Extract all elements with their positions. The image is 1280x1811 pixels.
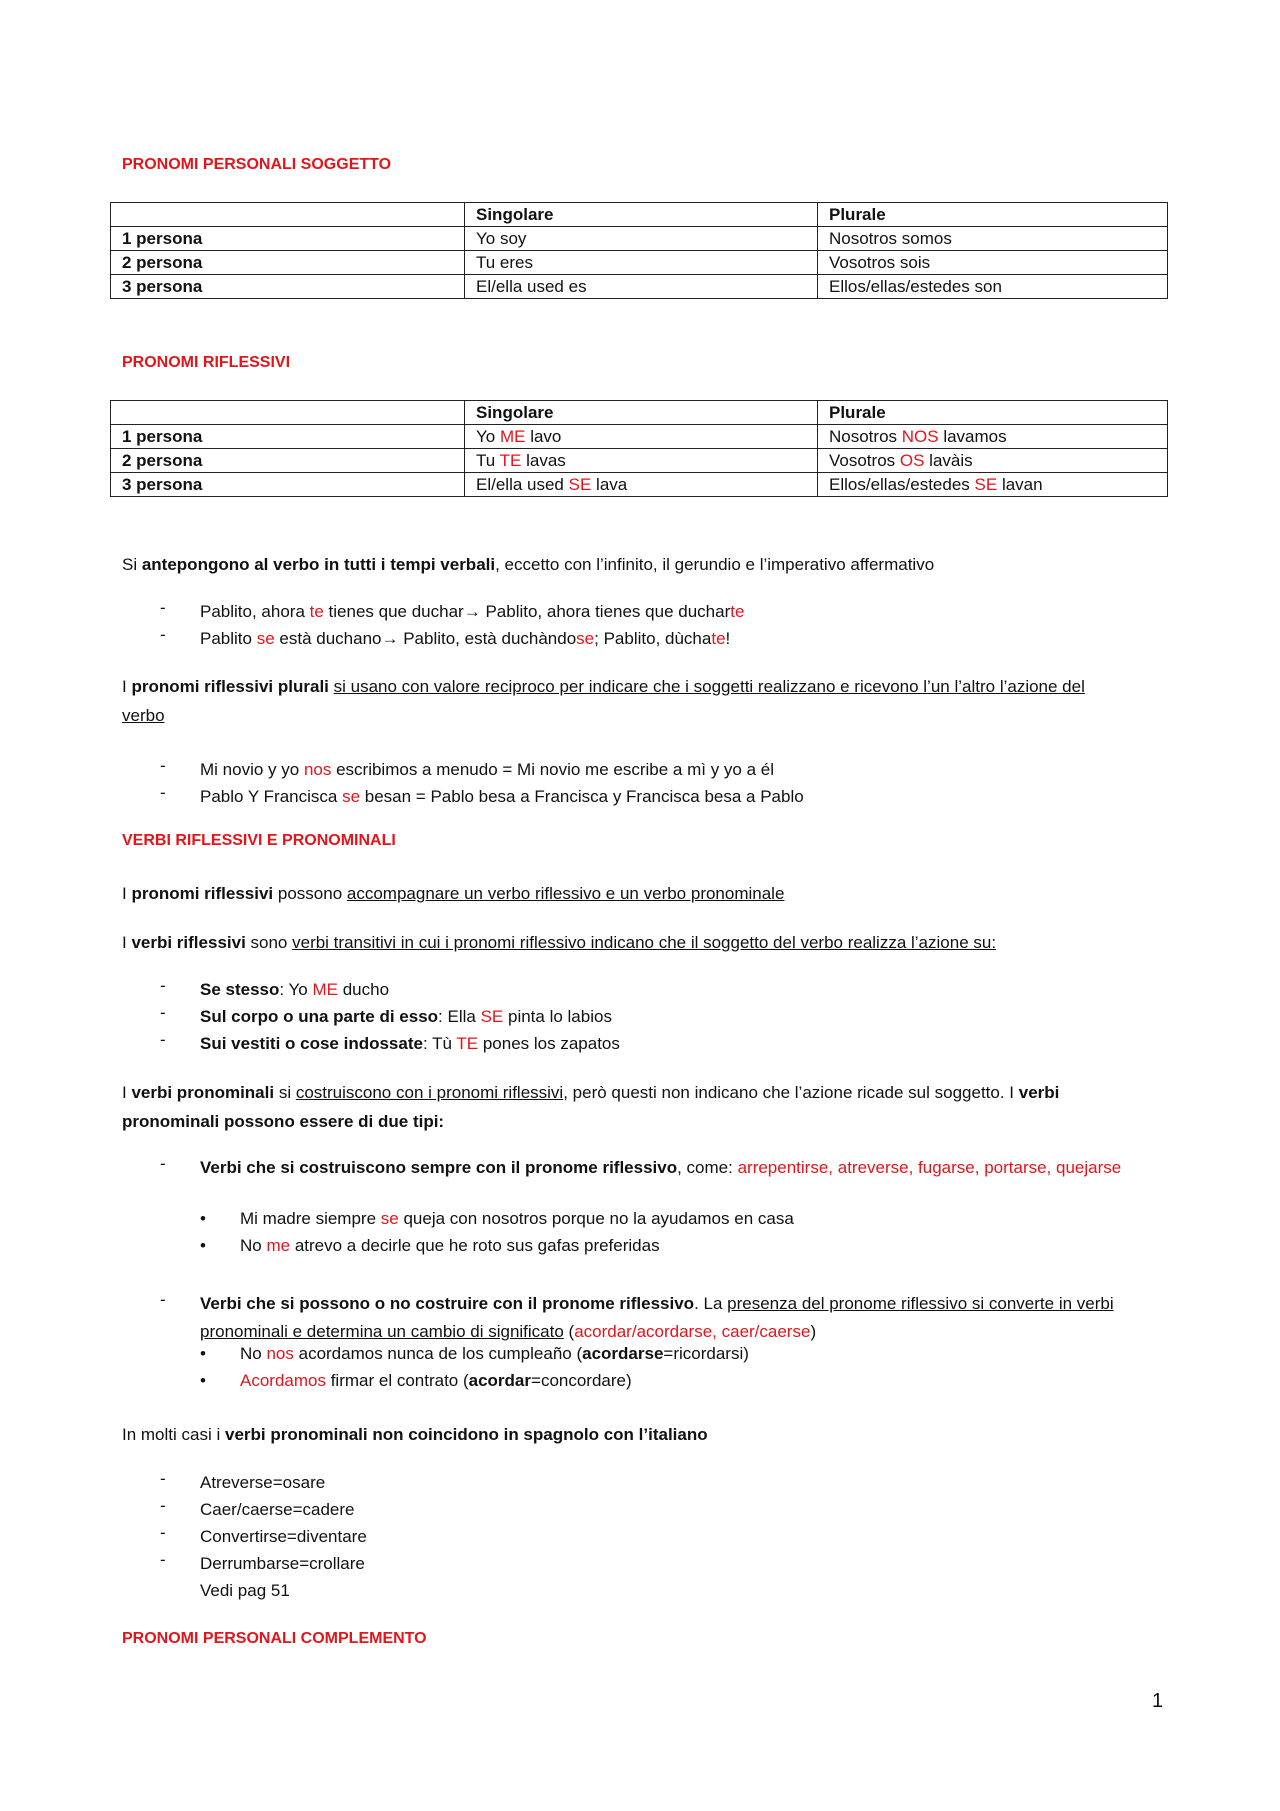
table-header-cell: Plurale xyxy=(818,401,1168,425)
list-dash: - xyxy=(160,1003,166,1022)
list-dash: - xyxy=(160,1030,166,1049)
list-item: Derrumbarse=crollare xyxy=(200,1554,365,1573)
table-cell: 2 persona xyxy=(111,449,465,473)
table-header-row xyxy=(111,203,1168,227)
table-row xyxy=(111,227,1168,251)
list-dash: - xyxy=(160,625,166,644)
section-title-verbi-riflessivi: VERBI RIFLESSIVI E PRONOMINALI xyxy=(122,832,396,849)
paragraph-verbi-pronominali: I verbi pronominali si costruiscono con i pronomi riflessivi, però questi non indicano che l’azione ricade sul soggetto. I verbi pronominali possono essere di due tipi: xyxy=(122,1083,1060,1131)
list-dash: - xyxy=(160,1469,166,1488)
table-header-cell: Singolare xyxy=(465,203,818,227)
list-dash: - xyxy=(160,783,166,802)
table-row xyxy=(111,425,1168,449)
table-cell: 3 persona xyxy=(111,275,465,299)
list-item: No nos acordamos nunca de los cumpleaño (acordarse=ricordarsi) xyxy=(240,1344,749,1363)
table-header-cell xyxy=(111,401,465,425)
list-bullet: • xyxy=(200,1236,206,1255)
section-title-pronomi-complemento: PRONOMI PERSONALI COMPLEMENTO xyxy=(122,1630,427,1647)
table-cell: Nosotros NOS lavamos xyxy=(818,425,1168,449)
list-item: Verbi che si possono o no costruire con il pronome riflessivo. La presenza del pronome riflessivo si converte in verbi pronominali e determina un cambio di significato (acordar/acordarse, caer/caerse) xyxy=(200,1294,1114,1341)
table-cell: 1 persona xyxy=(111,425,465,449)
table-cell: Vosotros sois xyxy=(818,251,1168,275)
list-bullet: • xyxy=(200,1371,206,1390)
list-item: Pablito, ahora te tienes que duchar→ Pablito, ahora tienes que ducharte xyxy=(200,602,745,621)
list-item: Mi novio y yo nos escribimos a menudo = Mi novio me escribe a mì y yo a él xyxy=(200,760,775,779)
table-header-cell: Plurale xyxy=(818,203,1168,227)
list-note: Vedi pag 51 xyxy=(200,1581,290,1600)
table-cell: Yo ME lavo xyxy=(465,425,818,449)
list-item: Verbi che si costruiscono sempre con il pronome riflessivo, come: arrepentirse, atreverse, fugarse, portarse, quejarse xyxy=(200,1158,1122,1177)
list-dash: - xyxy=(160,976,166,995)
list-bullet: • xyxy=(200,1209,206,1228)
table-row xyxy=(111,473,1168,497)
table-cell: 2 persona xyxy=(111,251,465,275)
list-item: Se stesso: Yo ME ducho xyxy=(200,980,390,999)
table-cell: 3 persona xyxy=(111,473,465,497)
list-dash: - xyxy=(160,1154,166,1173)
table-pronomi-soggetto xyxy=(110,202,1168,299)
table-cell: Yo soy xyxy=(465,227,818,251)
paragraph-non-coincidono: In molti casi i verbi pronominali non coincidono in spagnolo con l’italiano xyxy=(122,1425,708,1444)
list-dash: - xyxy=(160,1550,166,1569)
table-cell: Tu TE lavas xyxy=(465,449,818,473)
paragraph-verbi-riflessivi: I verbi riflessivi sono verbi transitivi in cui i pronomi riflessivo indicano che il soggetto del verbo realizza l’azione su: xyxy=(122,933,997,952)
list-item: Sui vestiti o cose indossate: Tù TE pones los zapatos xyxy=(200,1034,620,1053)
table-cell: Tu eres xyxy=(465,251,818,275)
list-item: Acordamos firmar el contrato (acordar=concordare) xyxy=(240,1371,632,1390)
table-cell: El/ella used es xyxy=(465,275,818,299)
table-cell: Ellos/ellas/estedes son xyxy=(818,275,1168,299)
list-item: Mi madre siempre se queja con nosotros porque no la ayudamos en casa xyxy=(240,1209,794,1228)
list-item: Pablito se està duchano→ Pablito, està duchàndose; Pablito, dùchate! xyxy=(200,629,731,648)
paragraph-anteposizione: Si antepongono al verbo in tutti i tempi verbali, eccetto con l’infinito, il gerundio e l’imperativo affermativo xyxy=(122,555,935,574)
list-bullet: • xyxy=(200,1344,206,1363)
table-cell: Ellos/ellas/estedes SE lavan xyxy=(818,473,1168,497)
list-dash: - xyxy=(160,598,166,617)
section-title-pronomi-riflessivi: PRONOMI RIFLESSIVI xyxy=(122,354,291,371)
paragraph-pronomi-riflessivi: I pronomi riflessivi possono accompagnare un verbo riflessivo e un verbo pronominale xyxy=(122,884,785,903)
list-dash: - xyxy=(160,1496,166,1515)
list-item: Convertirse=diventare xyxy=(200,1527,367,1546)
list-dash: - xyxy=(160,756,166,775)
list-item: Atreverse=osare xyxy=(200,1473,326,1492)
table-pronomi-riflessivi xyxy=(110,400,1168,497)
paragraph-riflessivi-plurali: I pronomi riflessivi plurali si usano con valore reciproco per indicare che i soggetti realizzano e ricevono l’un l’altro l’azione del verbo xyxy=(122,677,1085,725)
list-item: Sul corpo o una parte di esso: Ella SE pinta lo labios xyxy=(200,1007,612,1026)
table-cell: 1 persona xyxy=(111,227,465,251)
table-header-cell: Singolare xyxy=(465,401,818,425)
list-item: Caer/caerse=cadere xyxy=(200,1500,355,1519)
table-header-cell xyxy=(111,203,465,227)
table-row xyxy=(111,275,1168,299)
list-item: Pablo Y Francisca se besan = Pablo besa a Francisca y Francisca besa a Pablo xyxy=(200,787,804,806)
table-cell: El/ella used SE lava xyxy=(465,473,818,497)
list-item: No me atrevo a decirle que he roto sus gafas preferidas xyxy=(240,1236,660,1255)
list-dash: - xyxy=(160,1523,166,1542)
table-row xyxy=(111,449,1168,473)
table-row xyxy=(111,251,1168,275)
table-header-row xyxy=(111,401,1168,425)
list-dash: - xyxy=(160,1290,166,1309)
page-number: 1 xyxy=(1152,1690,1164,1712)
table-cell: Nosotros somos xyxy=(818,227,1168,251)
section-title-pronomi-soggetto: PRONOMI PERSONALI SOGGETTO xyxy=(122,156,392,173)
table-cell: Vosotros OS lavàis xyxy=(818,449,1168,473)
